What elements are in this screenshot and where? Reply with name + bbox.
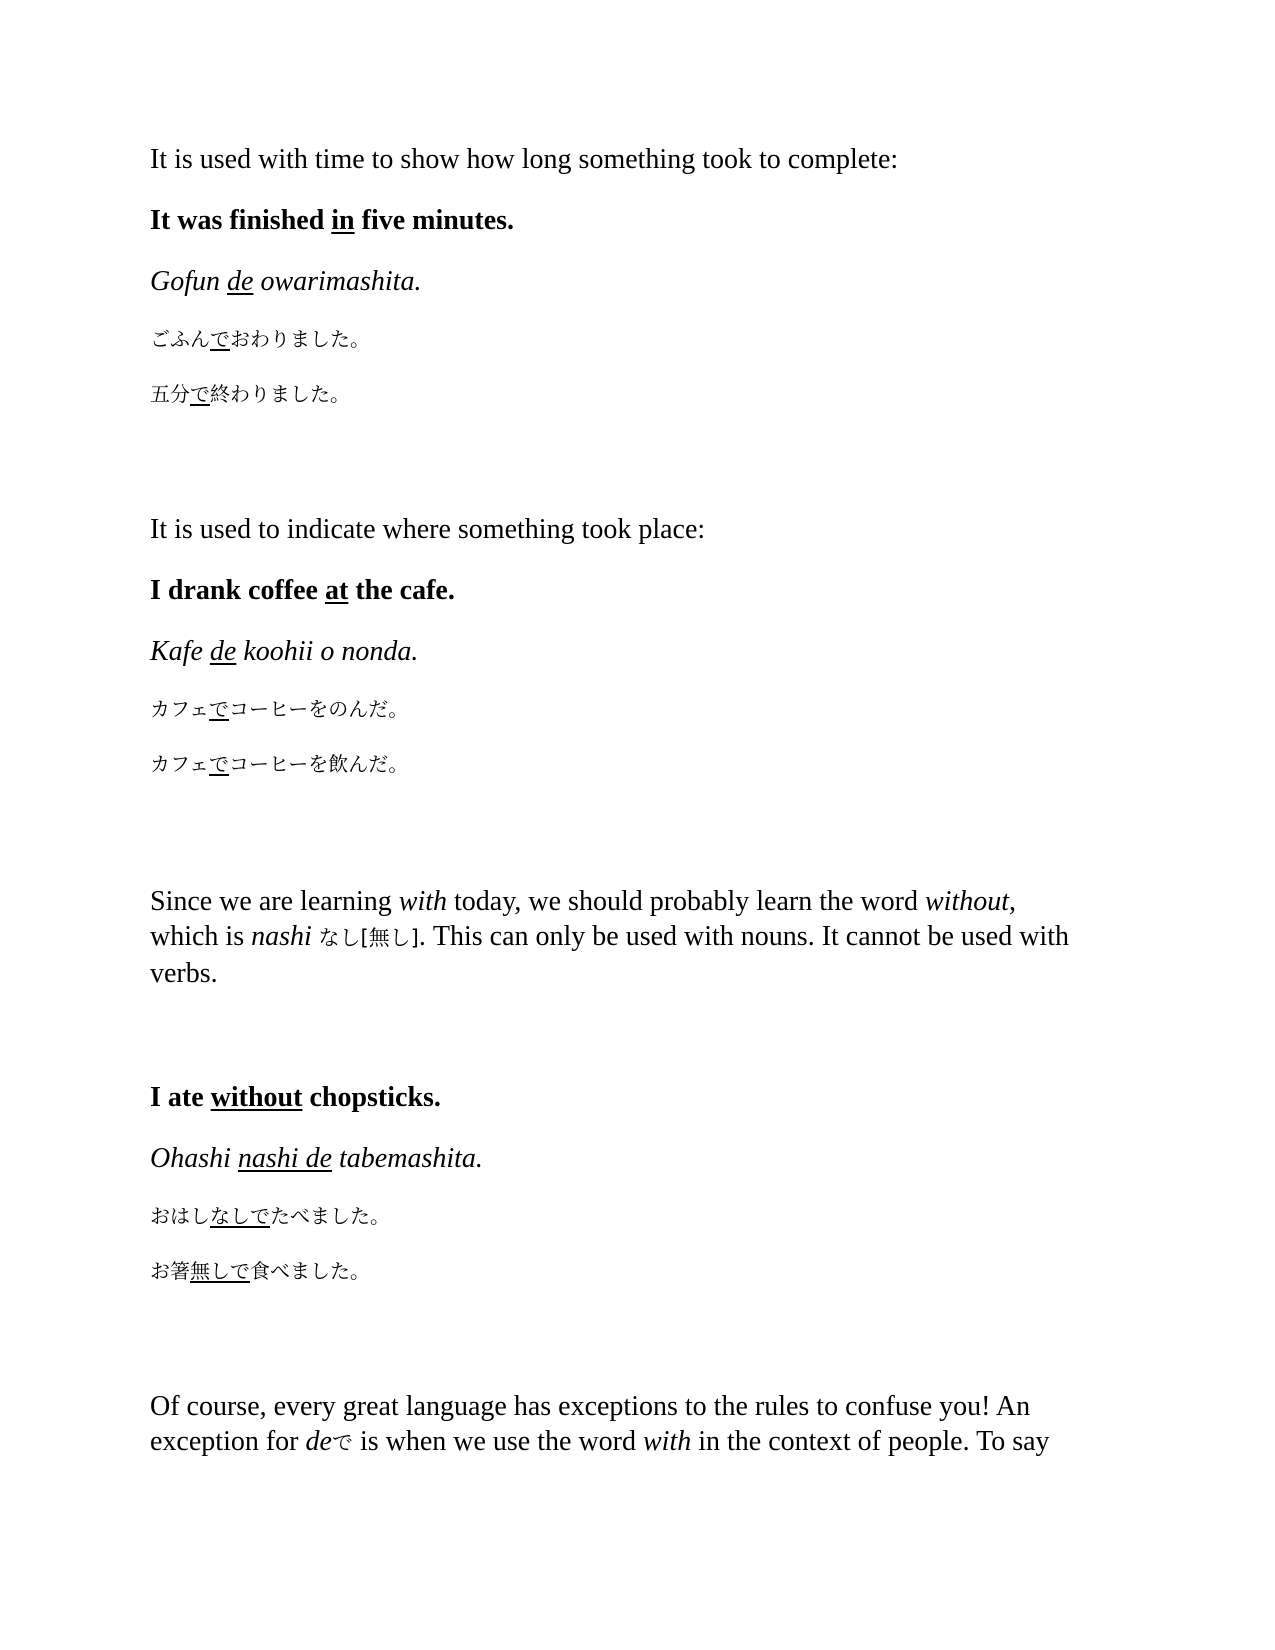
japanese-de: で [331,1431,353,1455]
key-word: で [190,382,210,406]
text-before: Gofun [150,266,227,297]
key-word: なしで [210,1204,270,1228]
key-word: nashi de [237,1143,333,1174]
section1-example-english [150,203,1150,238]
key-word: de [209,636,237,667]
section3-paragraph [150,884,1090,991]
section4-example-english [150,1080,1150,1115]
japanese-nashi: なし[無し] [311,926,419,950]
text-after: たべました。 [270,1204,390,1228]
text-before: 五分 [150,382,190,406]
text-run: is when we use the word [352,1426,643,1457]
section2-example-kanji [150,751,408,777]
text-before: I drank coffee [150,575,325,606]
text-before: カフェ [150,697,209,721]
text-after: おわりました。 [230,327,370,351]
key-word: at [324,575,349,606]
section1-intro: It is used with time to show how long something took to complete: [150,144,899,175]
emphasis-with: with [643,1426,692,1457]
text-before: おはし [150,1204,210,1228]
section2-example-english [150,573,1150,608]
section4-example-romaji [150,1141,1150,1176]
key-word: de [227,266,254,297]
section4-example-kanji [150,1258,370,1284]
text-after: owarimashita. [253,266,422,297]
text-run: , which is [150,886,1016,952]
emphasis-with: with [398,886,448,917]
text-after: コーヒーをのんだ。 [229,697,409,721]
text-after: the cafe. [348,575,455,606]
text-after: コーヒーを飲んだ。 [229,752,409,776]
text-run: Since we are learning [150,886,399,917]
text-before: Ohashi [150,1143,238,1174]
key-word: in [331,205,355,236]
key-word: で [209,752,229,776]
text-before: I ate [150,1082,211,1113]
section4-example-kana [150,1203,390,1229]
emphasis-without: without [924,886,1009,917]
key-word: 無しで [190,1259,250,1283]
key-word: で [210,327,230,351]
text-before: ごふん [150,327,210,351]
section1-example-romaji [150,264,1150,299]
text-after: tabemashita. [332,1143,483,1174]
emphasis-nashi: nashi [251,921,312,952]
section2-intro: It is used to indicate where something took place: [150,514,706,545]
emphasis-de: de [305,1426,332,1457]
text-before: Kafe [150,636,210,667]
text-run: Of course, every great language has exceptions to the rules to confuse you! An exception for [150,1391,1031,1457]
section1-example-kana [150,326,370,352]
section2-example-kana [150,696,408,722]
text-before: It was finished [150,205,332,236]
text-before: カフェ [150,752,209,776]
text-run: in the context of people. To say [691,1426,1050,1457]
key-word: で [209,697,229,721]
text-run: . This can only be used with nouns. It cannot be used with verbs. [150,921,1069,989]
section2-example-romaji [150,634,1150,669]
text-after: chopsticks. [302,1082,441,1113]
text-run: today, we should probably learn the word [447,886,925,917]
section1-example-kanji [150,381,350,407]
text-before: お箸 [150,1259,190,1283]
text-after: koohii o nonda. [236,636,419,667]
key-word: without [210,1082,303,1113]
section5-paragraph [150,1389,1125,1461]
text-after: 食べました。 [250,1259,370,1283]
text-after: 終わりました。 [210,382,350,406]
text-after: five minutes. [354,205,515,236]
